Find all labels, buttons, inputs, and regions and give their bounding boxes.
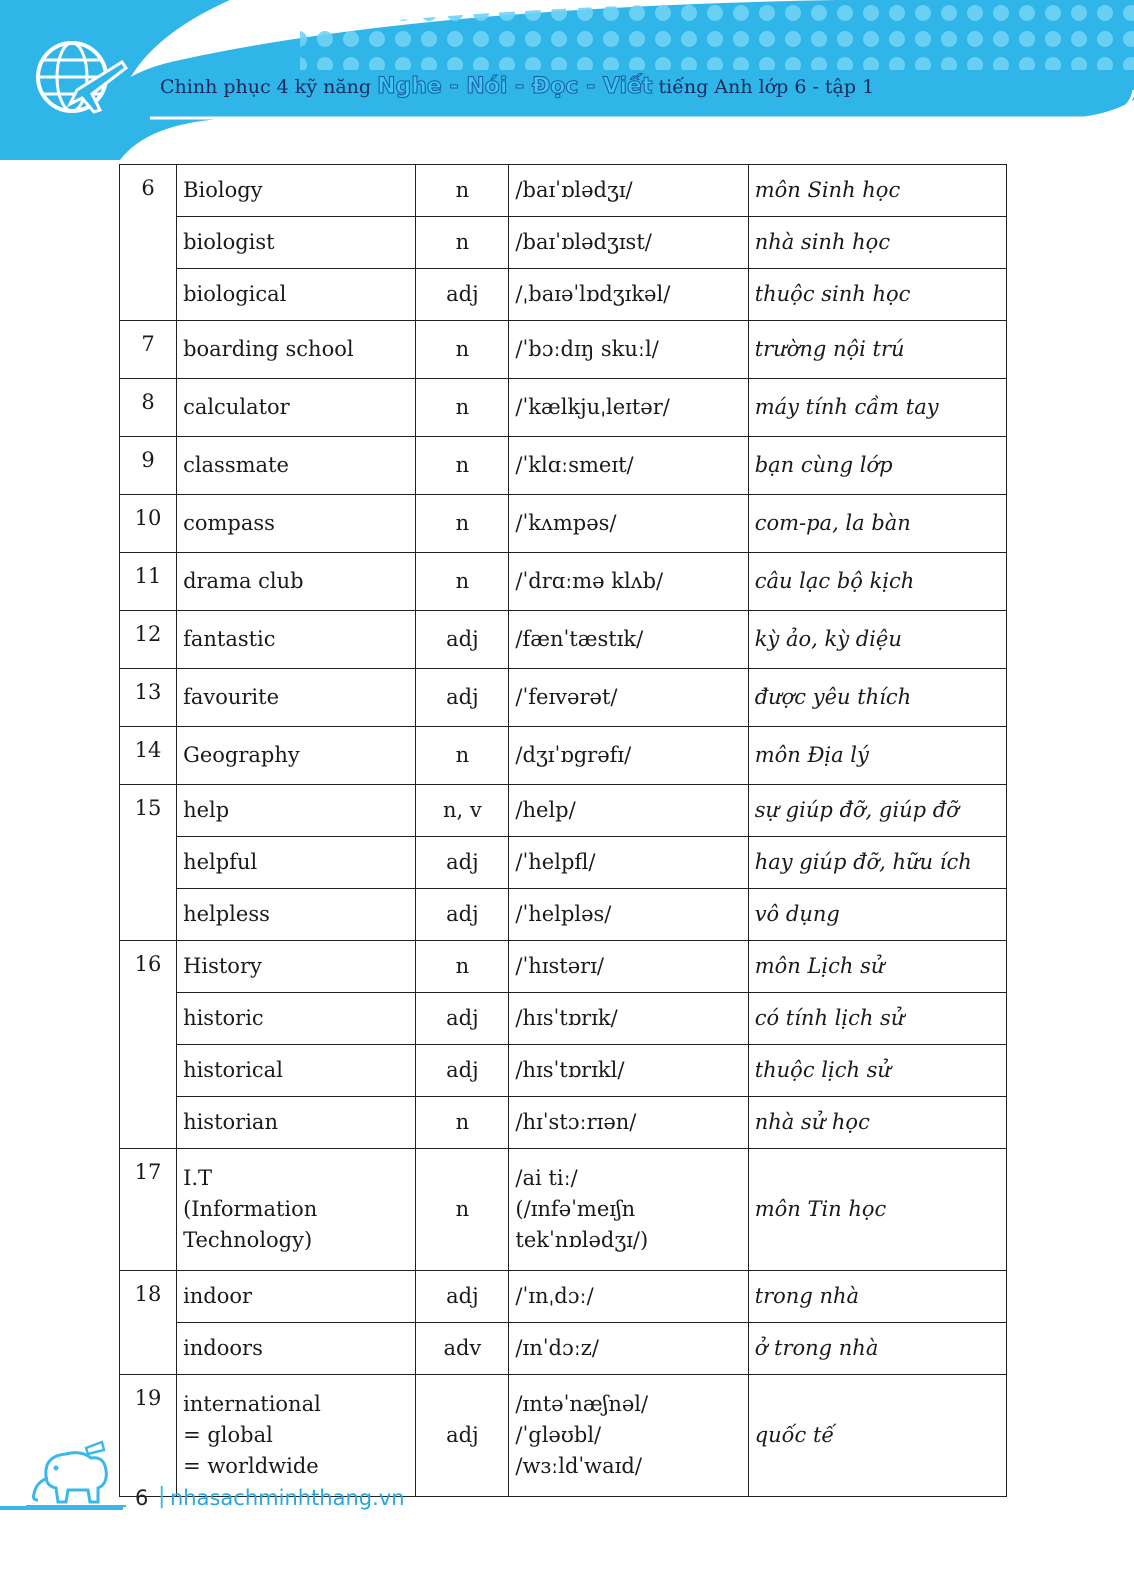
entry-part-of-speech: adj — [416, 611, 509, 669]
entry-meaning: com-pa, la bàn — [748, 495, 1006, 553]
header-title — [160, 74, 874, 99]
entry-pronunciation: /baɪˈɒlədʒɪ/ — [509, 165, 748, 217]
entry-pronunciation: /ɪnˈdɔːz/ — [509, 1323, 748, 1375]
table-row — [120, 1149, 1007, 1271]
entry-word: helpful — [177, 837, 416, 889]
entry-part-of-speech: n — [416, 727, 509, 785]
table-row — [120, 1097, 1007, 1149]
entry-pronunciation: /ˈklɑːsmeɪt/ — [509, 437, 748, 495]
entry-word: historical — [177, 1045, 416, 1097]
entry-meaning: nhà sinh học — [748, 217, 1006, 269]
entry-number: 12 — [120, 611, 177, 669]
footer-line — [0, 1506, 123, 1510]
entry-pronunciation: /ˈdrɑːmə klʌb/ — [509, 553, 748, 611]
entry-pronunciation: /ˈhelpləs/ — [509, 889, 748, 941]
table-row — [120, 1271, 1007, 1323]
page-header — [0, 0, 1134, 160]
entry-part-of-speech: adj — [416, 1271, 509, 1323]
entry-number: 6 — [120, 165, 177, 321]
entry-word: classmate — [177, 437, 416, 495]
entry-pronunciation: /dʒɪˈɒgrəfɪ/ — [509, 727, 748, 785]
entry-part-of-speech: n — [416, 217, 509, 269]
entry-pronunciation: /baɪˈɒlədʒɪst/ — [509, 217, 748, 269]
footer-website: nhasachminhthang.vn — [170, 1486, 405, 1510]
entry-pronunciation: /hɪsˈtɒrɪk/ — [509, 993, 748, 1045]
table-row — [120, 1045, 1007, 1097]
entry-pronunciation: /ɪntəˈnæʃnəl/ /ˈgləʊbl/ /wɜːldˈwaɪd/ — [509, 1375, 748, 1497]
entry-pronunciation: /ˌbaɪəˈlɒdʒɪkəl/ — [509, 269, 748, 321]
entry-part-of-speech: adv — [416, 1323, 509, 1375]
entry-word: History — [177, 941, 416, 993]
entry-meaning: môn Lịch sử — [748, 941, 1006, 993]
entry-word: historian — [177, 1097, 416, 1149]
table-row — [120, 727, 1007, 785]
table-row — [120, 495, 1007, 553]
entry-word: I.T (Information Technology) — [177, 1149, 416, 1271]
entry-part-of-speech: n — [416, 1149, 509, 1271]
header-title-skills: Nghe - Nói - Đọc - Viết — [377, 74, 653, 99]
entry-pronunciation: /fænˈtæstɪk/ — [509, 611, 748, 669]
entry-meaning: được yêu thích — [748, 669, 1006, 727]
entry-part-of-speech: adj — [416, 889, 509, 941]
entry-part-of-speech: n — [416, 1097, 509, 1149]
entry-number: 11 — [120, 553, 177, 611]
table-row — [120, 837, 1007, 889]
elephant-icon — [26, 1436, 126, 1508]
table-row — [120, 785, 1007, 837]
entry-meaning: vô dụng — [748, 889, 1006, 941]
entry-part-of-speech: n — [416, 941, 509, 993]
table-row — [120, 1323, 1007, 1375]
entry-word: Biology — [177, 165, 416, 217]
entry-part-of-speech: n — [416, 437, 509, 495]
entry-word: boarding school — [177, 321, 416, 379]
entry-word: compass — [177, 495, 416, 553]
table-row — [120, 889, 1007, 941]
entry-pronunciation: /hɪˈstɔːrɪən/ — [509, 1097, 748, 1149]
entry-word: calculator — [177, 379, 416, 437]
entry-number: 13 — [120, 669, 177, 727]
entry-word: international = global = worldwide — [177, 1375, 416, 1497]
entry-meaning: sự giúp đỡ, giúp đỡ — [748, 785, 1006, 837]
entry-pronunciation: /ˈkʌmpəs/ — [509, 495, 748, 553]
entry-meaning: nhà sử học — [748, 1097, 1006, 1149]
entry-meaning: ở trong nhà — [748, 1323, 1006, 1375]
entry-part-of-speech: adj — [416, 269, 509, 321]
entry-number: 8 — [120, 379, 177, 437]
entry-part-of-speech: n — [416, 321, 509, 379]
entry-pronunciation: /ˈbɔːdɪŋ skuːl/ — [509, 321, 748, 379]
table-row — [120, 1375, 1007, 1497]
entry-word: historic — [177, 993, 416, 1045]
entry-meaning: trường nội trú — [748, 321, 1006, 379]
table-row — [120, 941, 1007, 993]
entry-part-of-speech: n — [416, 165, 509, 217]
table-row — [120, 611, 1007, 669]
entry-meaning: kỳ ảo, kỳ diệu — [748, 611, 1006, 669]
entry-pronunciation: /ˈhelpfl/ — [509, 837, 748, 889]
entry-meaning: thuộc sinh học — [748, 269, 1006, 321]
entry-part-of-speech: adj — [416, 993, 509, 1045]
entry-word: indoor — [177, 1271, 416, 1323]
entry-number: 7 — [120, 321, 177, 379]
entry-pronunciation: /ˈɪnˌdɔː/ — [509, 1271, 748, 1323]
entry-word: indoors — [177, 1323, 416, 1375]
entry-number: 17 — [120, 1149, 177, 1271]
entry-meaning: hay giúp đỡ, hữu ích — [748, 837, 1006, 889]
table-row — [120, 217, 1007, 269]
entry-part-of-speech: adj — [416, 1375, 509, 1497]
vocabulary-table-body — [120, 165, 1007, 1497]
entry-meaning: môn Tin học — [748, 1149, 1006, 1271]
table-row — [120, 269, 1007, 321]
table-row — [120, 379, 1007, 437]
entry-pronunciation: /ai tiː/ (/ɪnfəˈmeɪʃn tekˈnɒlədʒɪ/) — [509, 1149, 748, 1271]
vocabulary-table — [119, 164, 1007, 1497]
entry-part-of-speech: n, v — [416, 785, 509, 837]
entry-meaning: thuộc lịch sử — [748, 1045, 1006, 1097]
entry-meaning: môn Địa lý — [748, 727, 1006, 785]
entry-number: 14 — [120, 727, 177, 785]
entry-word: biologist — [177, 217, 416, 269]
entry-number: 16 — [120, 941, 177, 1149]
table-row — [120, 165, 1007, 217]
entry-number: 15 — [120, 785, 177, 941]
entry-word: drama club — [177, 553, 416, 611]
footer-separator: | — [158, 1484, 166, 1509]
header-title-before: Chinh phục 4 kỹ năng — [160, 76, 372, 98]
entry-word: biological — [177, 269, 416, 321]
entry-word: fantastic — [177, 611, 416, 669]
entry-meaning: môn Sinh học — [748, 165, 1006, 217]
entry-word: Geography — [177, 727, 416, 785]
entry-meaning: máy tính cầm tay — [748, 379, 1006, 437]
entry-pronunciation: /ˈhɪstərɪ/ — [509, 941, 748, 993]
entry-meaning: bạn cùng lớp — [748, 437, 1006, 495]
entry-meaning: có tính lịch sử — [748, 993, 1006, 1045]
entry-part-of-speech: n — [416, 553, 509, 611]
table-row — [120, 993, 1007, 1045]
entry-number: 19 — [120, 1375, 177, 1497]
entry-meaning: câu lạc bộ kịch — [748, 553, 1006, 611]
entry-word: favourite — [177, 669, 416, 727]
entry-pronunciation: /hɪsˈtɒrɪkl/ — [509, 1045, 748, 1097]
table-row — [120, 553, 1007, 611]
entry-number: 18 — [120, 1271, 177, 1375]
entry-word: helpless — [177, 889, 416, 941]
entry-pronunciation: /help/ — [509, 785, 748, 837]
header-title-after: tiếng Anh lớp 6 - tập 1 — [658, 76, 875, 98]
table-row — [120, 669, 1007, 727]
entry-part-of-speech: adj — [416, 837, 509, 889]
globe-airplane-icon — [22, 32, 132, 122]
entry-meaning: quốc tế — [748, 1375, 1006, 1497]
entry-number: 10 — [120, 495, 177, 553]
page-number: 6 — [135, 1486, 149, 1510]
table-row — [120, 437, 1007, 495]
entry-pronunciation: /ˈkælkjuˌleɪtər/ — [509, 379, 748, 437]
entry-part-of-speech: adj — [416, 1045, 509, 1097]
entry-number: 9 — [120, 437, 177, 495]
entry-meaning: trong nhà — [748, 1271, 1006, 1323]
entry-part-of-speech: n — [416, 495, 509, 553]
entry-pronunciation: /ˈfeɪvərət/ — [509, 669, 748, 727]
entry-word: help — [177, 785, 416, 837]
table-row — [120, 321, 1007, 379]
entry-part-of-speech: n — [416, 379, 509, 437]
entry-part-of-speech: adj — [416, 669, 509, 727]
